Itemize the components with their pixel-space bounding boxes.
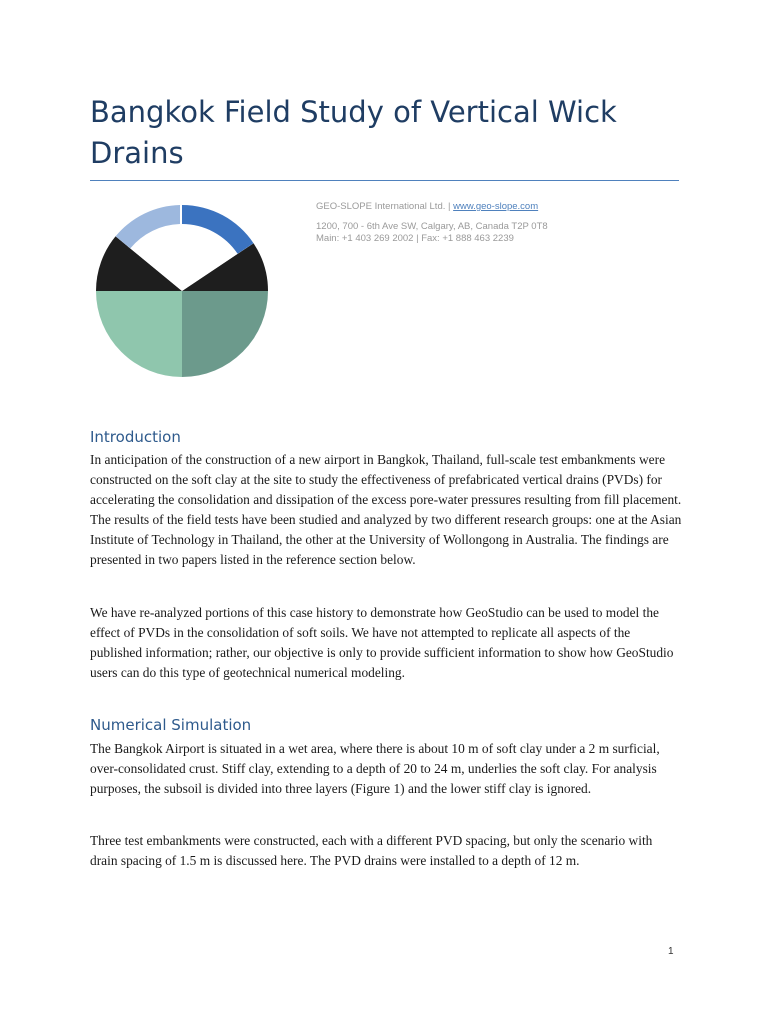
company-website-link[interactable]: www.geo-slope.com [453, 201, 539, 212]
numerical-paragraph-1: The Bangkok Airport is situated in a wet area, where there is about 10 m of soft clay under a 2 m surficial, over-consolidated crust. Stiff clay, extending to a depth of 20 to 24 m, underlies the soft clay. For analysis purposes, the subsoil is divided into three layers (Figure 1) and the lower stiff clay is ignored. [90, 741, 660, 796]
company-contact: Main: +1 403 269 2002 | Fax: +1 888 463 2239 [316, 233, 514, 244]
company-info [316, 201, 676, 245]
intro-paragraph-1: In anticipation of the construction of a new airport in Bangkok, Thailand, full-scale test embankments were constructed on the soft clay at the site to study the effectiveness of prefabricated vertical drains (PVDs) for accelerating the consolidation and dissipation of the excess pore-water pressures resulting from fill placement. The results of the field tests have been studied and analyzed by two different research groups: one at the Asian Institute of Technology in Thailand, the other at the University of Wollongong in Australia. The findings are presented in two papers listed in the reference section below. [90, 452, 682, 567]
company-separator: | [448, 201, 451, 212]
heading-numerical-simulation: Numerical Simulation [90, 716, 252, 734]
intro-paragraph-2: We have re-analyzed portions of this case history to demonstrate how GeoStudio can be used to model the effect of PVDs in the consolidation of soft soils. We have not attempted to replicate all aspects of the published information; rather, our objective is only to provide sufficient information to show how GeoStudio users can do this type of geotechnical numerical modeling. [90, 605, 674, 680]
numerical-paragraph-2: Three test embankments were constructed, each with a different PVD spacing, but only the scenario with drain spacing of 1.5 m is discussed here. The PVD drains were installed to a depth of 12 m. [90, 833, 653, 868]
company-address: 1200, 700 - 6th Ave SW, Calgary, AB, Canada T2P 0T8 [316, 221, 548, 232]
logo-segment-light-green [96, 291, 182, 377]
geo-slope-logo [96, 200, 268, 378]
heading-introduction: Introduction [90, 428, 181, 446]
page-number: 1 [668, 946, 674, 957]
company-line [316, 201, 676, 213]
logo-segment-dark-green [182, 291, 268, 377]
company-name: GEO-SLOPE International Ltd. [316, 201, 446, 212]
document-title: Bangkok Field Study of Vertical Wick Drains [90, 95, 617, 170]
title-divider [90, 180, 679, 181]
